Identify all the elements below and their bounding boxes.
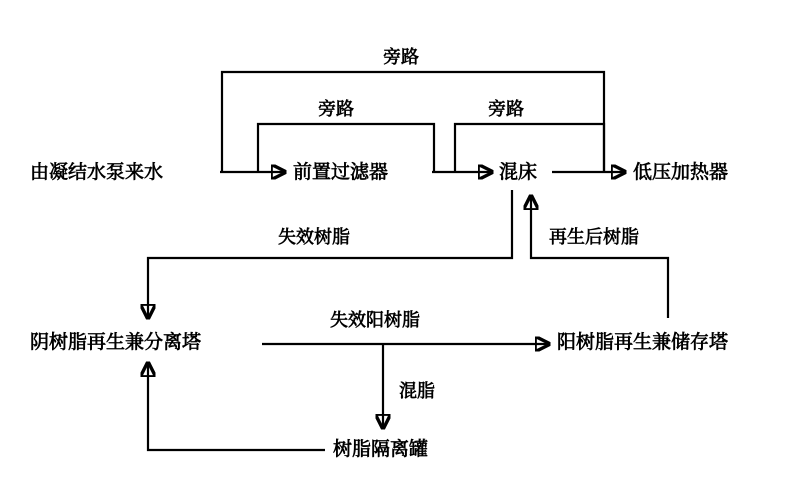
wire-resin-tank-to-anion-tower [148,363,325,450]
node-resin-isolation-tank: 树脂隔离罐 [333,439,429,460]
edge-label-bypass-mixedbed: 旁路 [488,99,524,119]
edge-label-mixed-resin: 混脂 [399,381,435,401]
node-prefilter: 前置过滤器 [293,162,389,183]
node-cation-regeneration-storage-tower: 阳树脂再生兼储存塔 [557,332,729,353]
wire-bypass-main [222,72,604,172]
edge-label-bypass-prefilter: 旁路 [318,99,354,119]
edge-label-spent-resin: 失效树脂 [278,227,350,247]
node-mixed-bed: 混床 [499,162,538,183]
wire-regenerated-resin [531,196,668,318]
node-source: 由凝结水泵来水 [30,162,164,183]
node-low-pressure-heater: 低压加热器 [633,162,729,183]
wire-spent-resin [148,190,512,318]
edge-label-bypass-main: 旁路 [383,47,419,67]
edge-label-regenerated-resin: 再生后树脂 [549,227,639,247]
node-anion-regeneration-separation-tower: 阴树脂再生兼分离塔 [30,332,202,353]
edge-label-spent-cation-resin: 失效阳树脂 [330,310,420,330]
